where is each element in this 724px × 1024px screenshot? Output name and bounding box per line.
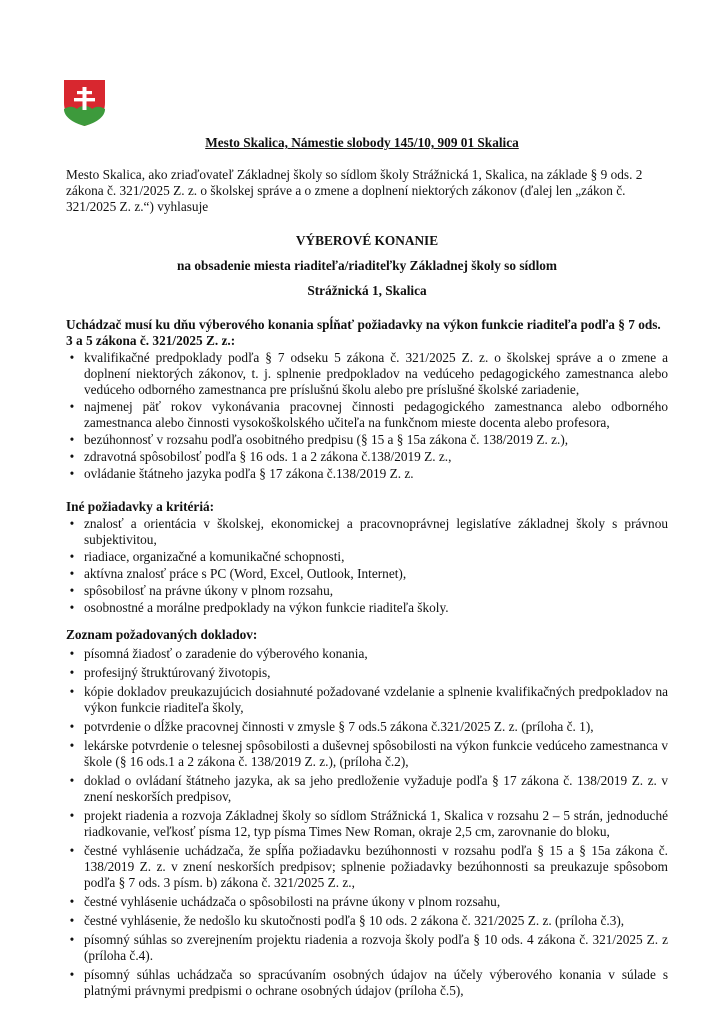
bullet-icon: • bbox=[69, 719, 75, 734]
city-coat-of-arms-icon bbox=[63, 79, 106, 127]
list-item bbox=[66, 808, 668, 840]
bullet-icon: • bbox=[69, 583, 75, 598]
bullet-icon: • bbox=[69, 516, 75, 531]
list-item-text: riadiace, organizačné a komunikačné schopnosti, bbox=[84, 549, 345, 564]
list-item-text: ovládanie štátneho jazyka podľa § 17 zákona č.138/2019 Z. z. bbox=[84, 466, 414, 481]
list-item bbox=[66, 566, 668, 582]
list-item-text: aktívna znalosť práce s PC (Word, Excel, Outlook, Internet), bbox=[84, 566, 407, 581]
list-item-text: čestné vyhlásenie, že nedošlo ku skutočnosti podľa § 10 ods. 2 zákona č. 321/2025 Z. z. (príloha č.3), bbox=[84, 913, 625, 928]
list-item bbox=[66, 932, 668, 964]
list-item-text: projekt riadenia a rozvoja Základnej školy so sídlom Strážnická 1, Skalica v rozsahu 2 – 5 strán, jednoduché riadkovanie, veľkosť písma 12, typ písma Times New Roman, okraje 2,5 cm, zarovnanie do bloku, bbox=[84, 808, 668, 839]
list-item bbox=[66, 516, 668, 548]
list-item-text: spôsobilosť na právne úkony v plnom rozsahu, bbox=[84, 583, 334, 598]
list-item-text: písomný súhlas so zverejnením projektu riadenia a rozvoja školy podľa § 10 ods. 4 zákona č. 321/2025 Z. z (príloha č.4). bbox=[84, 932, 668, 963]
bullet-icon: • bbox=[69, 894, 75, 909]
bullet-icon: • bbox=[69, 967, 75, 982]
list-item bbox=[66, 894, 668, 910]
bullet-icon: • bbox=[69, 684, 75, 699]
list-item bbox=[66, 583, 668, 599]
list-item bbox=[66, 549, 668, 565]
list-item-text: doklad o ovládaní štátneho jazyka, ak sa jeho predloženie vyžaduje podľa § 17 zákona č. 138/2019 Z. z. v znení neskorších predpisov, bbox=[84, 773, 668, 804]
requirements-list bbox=[66, 350, 668, 482]
bullet-icon: • bbox=[69, 738, 75, 753]
documents-list bbox=[66, 646, 668, 999]
bullet-icon: • bbox=[69, 808, 75, 823]
bullet-icon: • bbox=[69, 549, 75, 564]
school-address: Strážnická 1, Skalica bbox=[307, 283, 427, 298]
list-item-text: znalosť a orientácia v školskej, ekonomickej a pracovnoprávnej legislatíve základnej školy s právnou subjektivitou, bbox=[84, 516, 668, 547]
bullet-icon: • bbox=[69, 773, 75, 788]
list-item bbox=[66, 967, 668, 999]
list-item-text: čestné vyhlásenie uchádzača o spôsobilosti na právne úkony v plnom rozsahu, bbox=[84, 894, 501, 909]
list-item bbox=[66, 466, 668, 482]
bullet-icon: • bbox=[69, 913, 75, 928]
bullet-icon: • bbox=[69, 432, 75, 447]
notice-subtitle: na obsadenie miesta riaditeľa/riaditeľky Základnej školy so sídlom bbox=[176, 258, 557, 273]
list-item-text: profesijný štruktúrovaný životopis, bbox=[84, 665, 271, 680]
bullet-icon: • bbox=[69, 646, 75, 661]
bullet-icon: • bbox=[69, 466, 75, 481]
document-header-address: Mesto Skalica, Námestie slobody 145/10, 909 01 Skalica bbox=[205, 135, 519, 150]
list-item-text: zdravotná spôsobilosť podľa § 16 ods. 1 a 2 zákona č.138/2019 Z. z., bbox=[84, 449, 452, 464]
list-item bbox=[66, 665, 668, 681]
list-item-text: písomná žiadosť o zaradenie do výberového konania, bbox=[84, 646, 368, 661]
documents-heading: Zoznam požadovaných dokladov: bbox=[66, 627, 258, 642]
list-item bbox=[66, 646, 668, 662]
bullet-icon: • bbox=[69, 843, 75, 858]
bullet-icon: • bbox=[69, 350, 75, 365]
requirements-heading: Uchádzač musí ku dňu výberového konania spĺňať požiadavky na výkon funkcie riaditeľa podľa § 7 ods. 3 a 5 zákona č. 321/2025 Z. z.: bbox=[66, 317, 661, 348]
list-item-text: lekárske potvrdenie o telesnej spôsobilosti a duševnej spôsobilosti na výkon funkcie vedúceho zamestnanca v škole (§ 16 ods.1 a 2 zákona č. 138/2019 Z. z.), (príloha č.2), bbox=[84, 738, 668, 769]
intro-paragraph: Mesto Skalica, ako zriaďovateľ Základnej školy so sídlom školy Strážnická 1, Skalica, na základe § 9 ods. 2 zákona č. 321/2025 Z. z. o školskej správe a o zmene a doplnení niektorých zákonov (ďalej len „zákon č. 321/2025 Z. z.“) vyhlasuje bbox=[66, 167, 643, 214]
list-item-text: potvrdenie o dĺžke pracovnej činnosti v zmysle § 7 ods.5 zákona č.321/2025 Z. z. (príloha č. 1), bbox=[84, 719, 594, 734]
bullet-icon: • bbox=[69, 399, 75, 414]
list-item-text: písomný súhlas uchádzača so spracúvaním osobných údajov na účely výberového konania v súlade s platnými právnymi predpismi o ochrane osobných údajov (príloha č.5), bbox=[84, 967, 668, 998]
list-item bbox=[66, 432, 668, 448]
list-item bbox=[66, 684, 668, 716]
bullet-icon: • bbox=[69, 932, 75, 947]
list-item bbox=[66, 600, 668, 616]
list-item-text: čestné vyhlásenie uchádzača, že spĺňa požiadavku bezúhonnosti v rozsahu podľa § 15 a § 15a zákona č. 138/2019 Z. z. v znení neskorších predpisov; splnenie požiadavky bezúhonnosti sa preukazuje spôsobom podľa § 7 ods. 3 písm. b) zákona č. 321/2025 Z. z., bbox=[84, 843, 668, 890]
list-item bbox=[66, 350, 668, 398]
list-item bbox=[66, 773, 668, 805]
bullet-icon: • bbox=[69, 600, 75, 615]
list-item-text: bezúhonnosť v rozsahu podľa osobitného predpisu (§ 15 a § 15a zákona č. 138/2019 Z. z.), bbox=[84, 432, 569, 447]
list-item bbox=[66, 449, 668, 465]
list-item-text: osobnostné a morálne predpoklady na výkon funkcie riaditeľa školy. bbox=[84, 600, 449, 615]
list-item-text: kópie dokladov preukazujúcich dosiahnuté požadované vzdelanie a splnenie kvalifikačných predpokladov na výkon funkcie riaditeľa školy, bbox=[84, 684, 668, 715]
list-item-text: najmenej päť rokov vykonávania pracovnej činnosti pedagogického zamestnanca alebo odborného zamestnanca alebo činnosti vysokoškolského učiteľa na funkčnom mieste docenta alebo profesora, bbox=[84, 399, 668, 430]
list-item bbox=[66, 738, 668, 770]
notice-title: VÝBEROVÉ KONANIE bbox=[295, 233, 439, 248]
document-body bbox=[66, 167, 668, 999]
bullet-icon: • bbox=[69, 665, 75, 680]
bullet-icon: • bbox=[69, 566, 75, 581]
list-item bbox=[66, 913, 668, 929]
other-requirements-list bbox=[66, 516, 668, 616]
list-item-text: kvalifikačné predpoklady podľa § 7 odseku 5 zákona č. 321/2025 Z. z. o školskej správe a o zmene a doplnení niektorých zákonov, t. j. splnenie predpokladov na vedúceho pedagogického zamestnanca alebo vedúceho odborného zamestnanca pre príslušnú školu alebo pre príslušné školské zariadenie, bbox=[84, 350, 668, 397]
list-item bbox=[66, 399, 668, 431]
bullet-icon: • bbox=[69, 449, 75, 464]
list-item bbox=[66, 843, 668, 891]
other-requirements-heading: Iné požiadavky a kritériá: bbox=[66, 499, 215, 514]
list-item bbox=[66, 719, 668, 735]
